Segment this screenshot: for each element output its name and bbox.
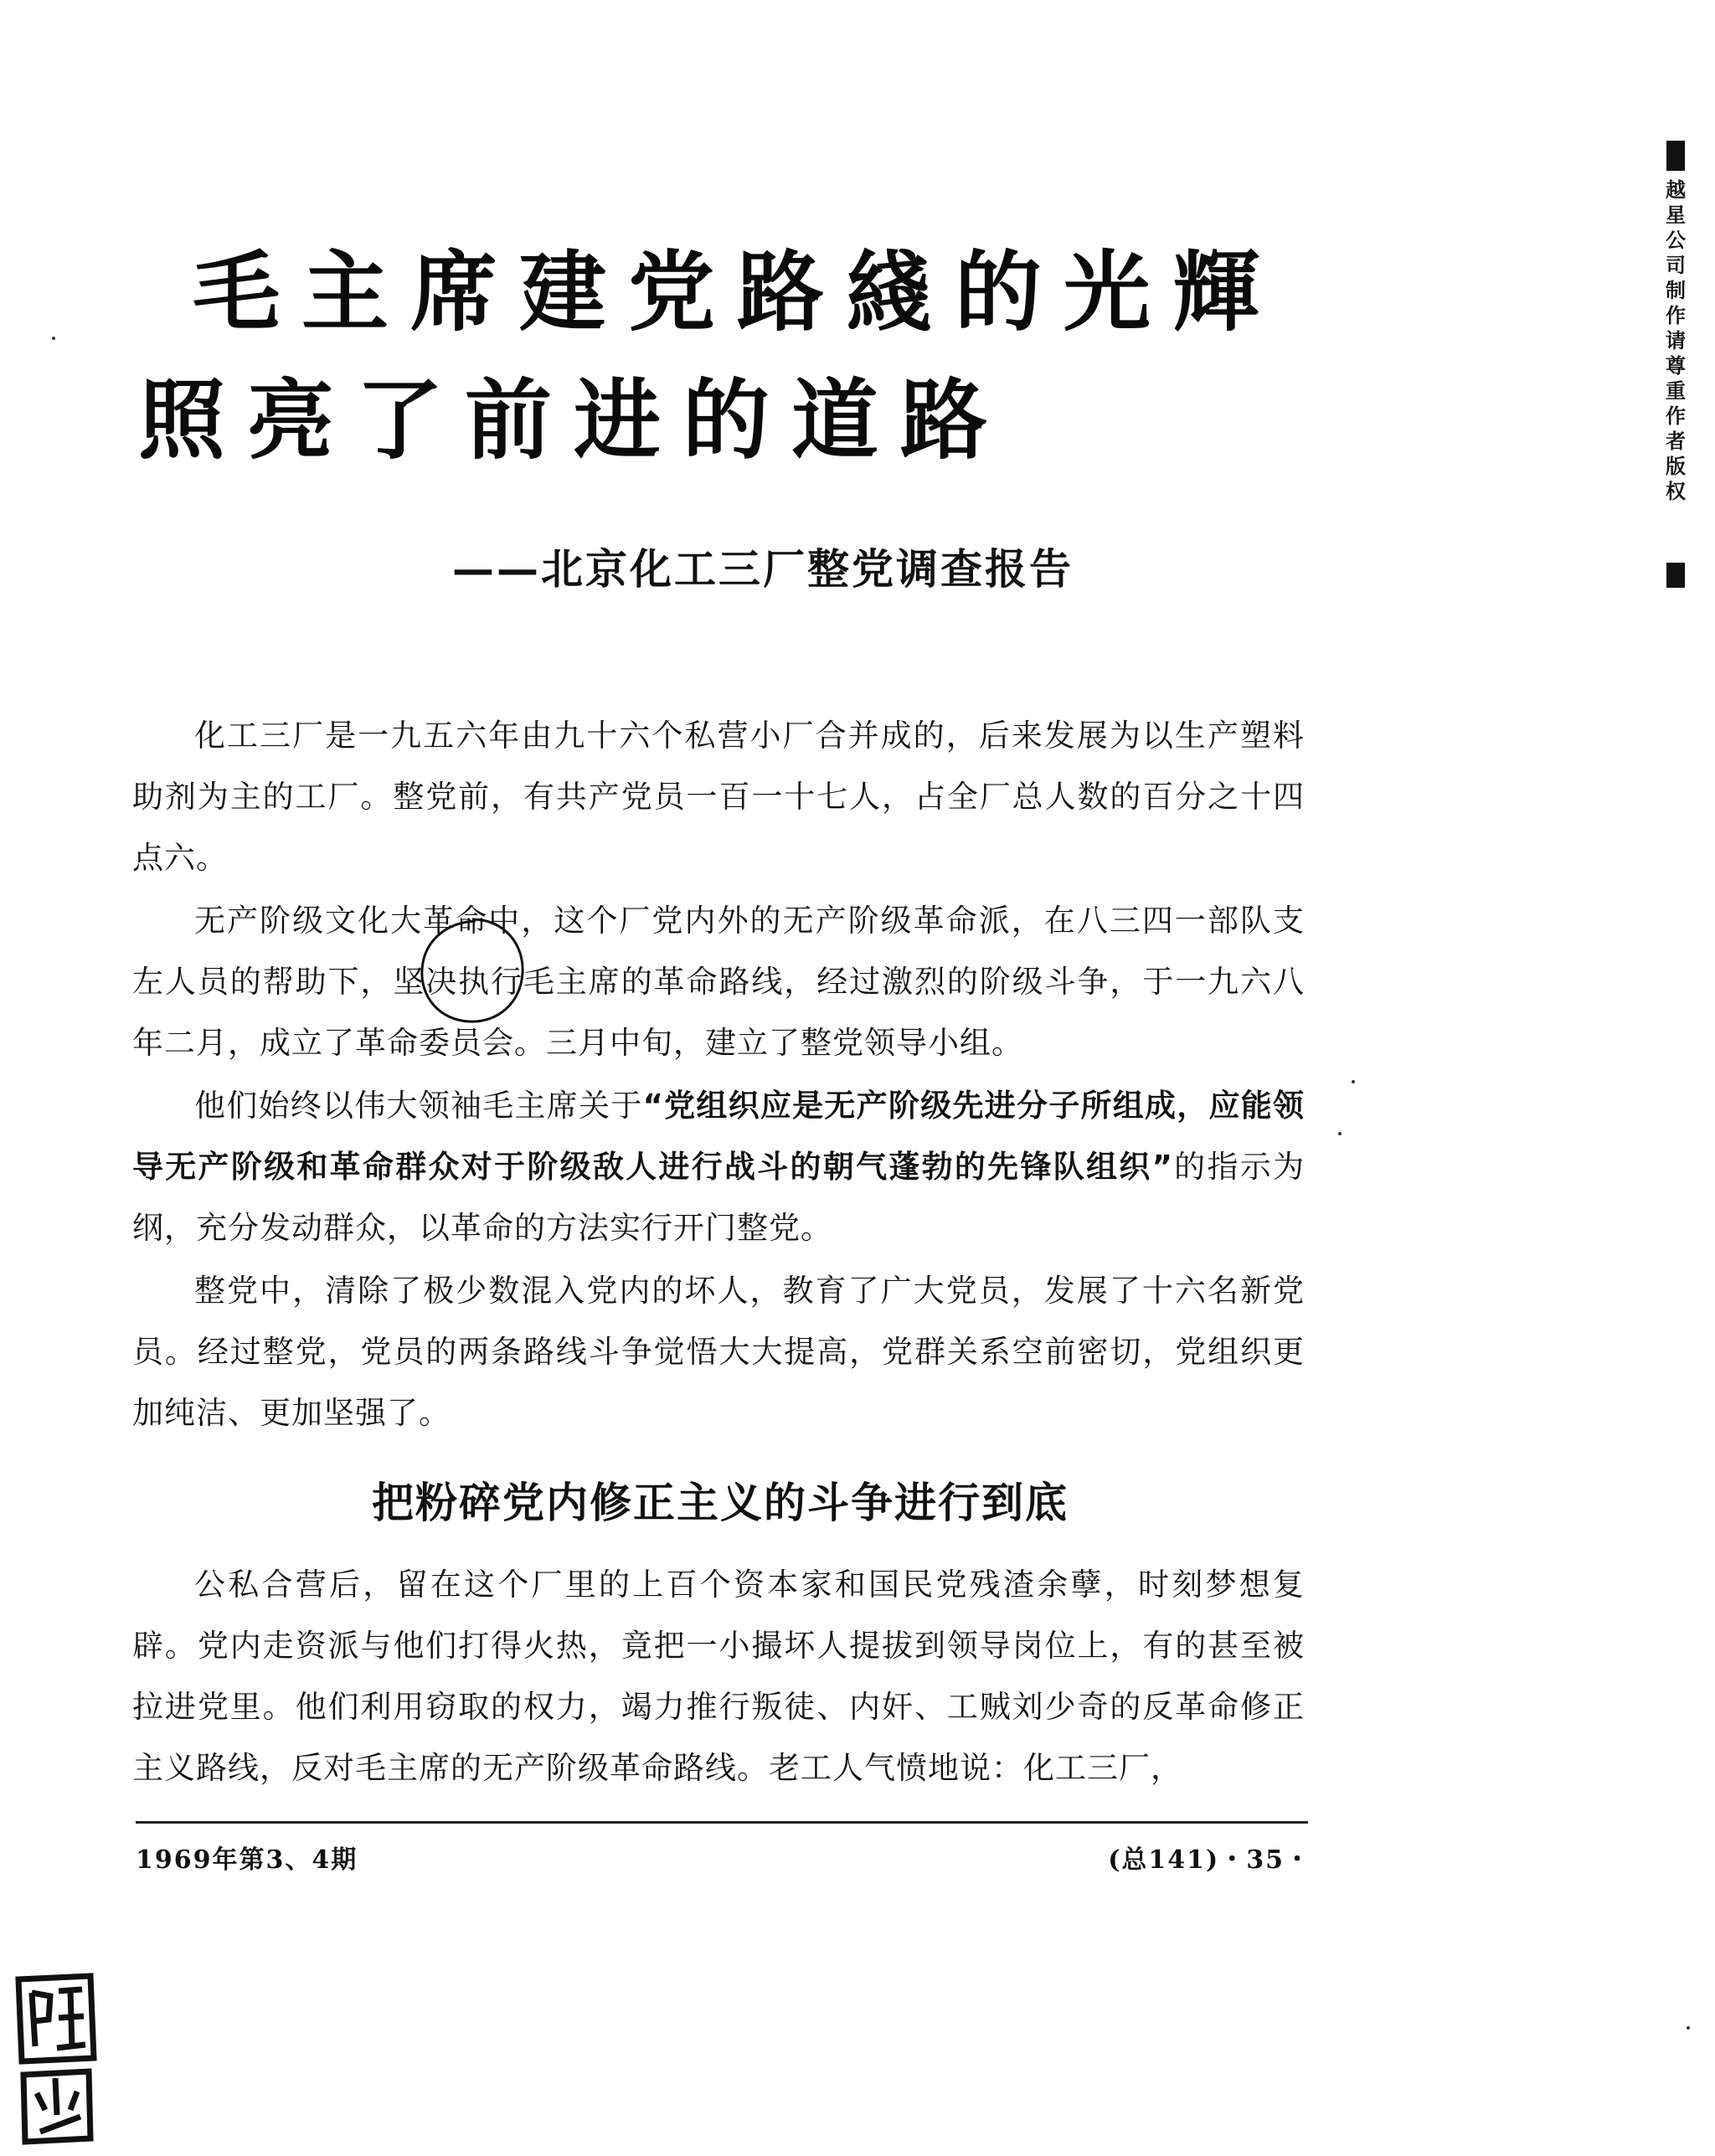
issue-label: 1969年第3、4期 [136,1845,358,1875]
footer-rule [136,1821,1308,1824]
watermark-bar-top [1666,141,1685,171]
paragraph-3-lead: 他们始终以伟大领袖毛主席关于 [194,1088,643,1124]
section-heading: 把粉碎党内修正主义的斗争进行到底 [372,1479,1069,1527]
mao-quotation: “党组织应是无产阶级先进分子所组成，应能领导无产阶级和革命群众对于阶级敌人进行战斗的朝气蓬勃的先锋队组织” [132,1088,1305,1185]
article-title-line-2: 照亮了前进的道路 [137,369,1009,471]
paragraph-5: 公私合营后，留在这个厂里的上百个资本家和国民党残渣余孽，时刻梦想复辟。党内走资派与他们打得火热，竟把一小撮坏人提拔到领导岗位上，有的甚至被拉进党里。他们利用窃取的权力，竭力推行叛徒、内奸、工贼刘少奇的反革命修正主义路线，反对毛主席的无产阶级革命路线。老工人气愤地说：化工三厂， [132,1567,1305,1786]
paragraph-1: 化工三厂是一九五六年由九十六个私营小厂合并成的，后来发展为以生产塑料助剂为主的工厂。整党前，有共产党员一百一十七人，占全厂总人数的百分之十四点六。 [132,718,1305,876]
scan-speck [1352,1080,1355,1083]
paragraph-3 [132,1075,1305,1258]
watermark-bar-bottom [1666,563,1685,588]
handwritten-circle-mark [414,913,531,1030]
page-number: (总141)・35・ [1108,1845,1311,1875]
scan-speck [1338,1132,1342,1135]
article-title-line-1: 毛主席建党路綫的光輝 [192,241,1281,343]
article-subtitle: ——北京化工三厂整党调查报告 [452,545,1074,594]
paragraph-2: 无产阶级文化大革命中，这个厂党内外的无产阶级革命派，在八三四一部队支左人员的帮助下，坚决执行毛主席的革命路线，经过激烈的阶级斗争，于一九六八年二月，成立了革命委员会。三月中旬，建立了整党领导小组。 [132,903,1305,1061]
seal-stamp-icon [7,1968,104,2148]
side-watermark: 越星公司制作 请尊重作者版权 [1666,178,1686,503]
scan-speck [1687,2026,1690,2030]
scan-speck [52,337,55,340]
paragraph-3-tail: 的指示为纲，充分发动群众，以革命的方法实行开门整党。 [132,1149,1305,1246]
paragraph-4: 整党中，清除了极少数混入党内的坏人，教育了广大党员，发展了十六名新党员。经过整党，党员的两条路线斗争觉悟大大提高，党群关系空前密切，党组织更加纯洁、更加坚强了。 [132,1273,1305,1431]
